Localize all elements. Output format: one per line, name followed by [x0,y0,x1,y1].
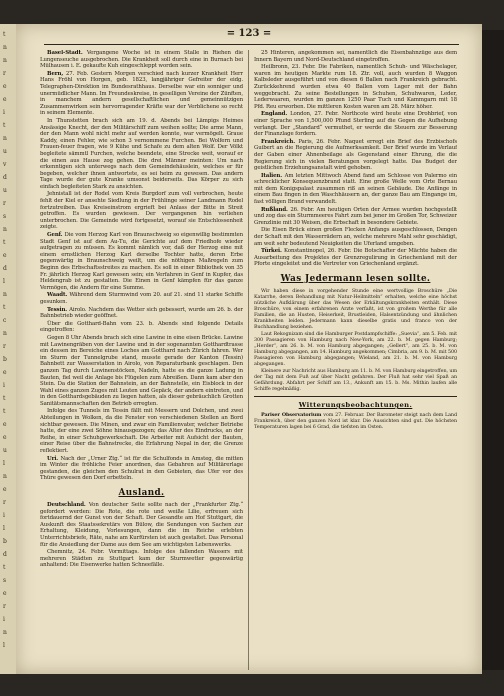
sliver-glyph: e [3,369,7,376]
sliver-glyph: l [3,460,5,467]
article-text: Laut Rekognizam sind die Hamburger Postdampfschiffe: „Suevia“, am 5. Feb. mit 300 Passagieren von Hamburg nach New-York, am 22. b. M. gegen Hamburg; „Herder“, am 26. b. M. von Hamburg abgegangen; „Gellert“, am 25. b. M. von Hamburg abgegangen, am 14. Hamburg angekommen; Cimbria, am 9. b. M. mit 500 Passagieren von Hamburg abgegangen; Wieland, am 21. b. M. von Hamburg abgegangen. [254,331,457,367]
sliver-glyph: n [3,291,7,298]
article-text: Nach der „Urner Ztg.“ ist für die Schulfonds in Amsteg, die mitten im Winter die fröhliche Feier anordnen, das Gebahren auf Militärerlage gestanden, die gleichen den Schulrat in den Gebieten, das Ufer vor des Thüre gewesen den Dorf erbetteln. [40,455,243,482]
sliver-glyph: s [3,577,7,584]
sliver-glyph: n [3,135,7,142]
article-paragraph [40,408,243,454]
column-divider [248,50,249,670]
article-text: Jehnistall ist der Rodel vom Kreis Burgdorf zum voll verbrochen, heute fehlt der Kiel er ansehte Siedlung in der Frühlinge seiner Landmann Rodel fortzutreiben. Das Kreiseinstrom ergrieft bei Anlass der Bitte in Streit getroffen. Es wurden gewiesen. Der vergangenen hin verliehen unterbrochen. Die Gemeinde wird fortgesetzt, worauf sie Entschlossenheit zeigte. [40,191,243,231]
sliver-glyph: n [3,57,7,64]
sliver-glyph: t [3,395,6,402]
sliver-glyph: t [3,564,6,571]
article-text: Die vom Herzog Karl von Braunschweig so eigenwillig bestimmten Stadt Genf ist auf dem Au-Tu, die Gerichte auf dem Friedhofe wieder aufgetragen zu müssen. Es kommt nämlich vor, daß der Herzog eine mit einem ernstlichen Herzog Karl derselbe Tochter hatte, deren Erbe gegenwärtig in Braunschweig weilt, um die nöthigen Maßregeln zum Beginn des Erbschaftsstreites zu machen. Es soll in einer Bibliothek von 35 Fr. jährlich Herzog Karl gewesen sein; ein Verfahren in Genf in Kupfer, das Heldengrab ist zu gestalten. Die Einen in Genf kämpfen für das ganze Vermögen, die Andern für eine Summe. [40,232,243,291]
article-paragraph [254,50,457,63]
sliver-glyph: n [3,330,7,337]
article-text: London, 27. Febr. Northcote wird heute eine Drohbrief, von einer Sprache von 1,500,000 Pfund Sterling auf die Gegen die Aufhebung verlangt. Der „Standard“ vermuthet, er werde die Steuern zur Besserung der Finanzlage fordern. [254,111,457,138]
article-dateline: Rußland. [261,206,291,213]
article-dateline: Deutschland. [47,502,89,508]
article-dateline: Türkei. [261,248,285,255]
article-text: Vergangene Woche ist in einem Stalle in Riehen die Lungenseuche ausgebrochen. Die Krankheit soll durch eine in Burnach bei Mülhausen i. E. gekaufte Kuh eingeschleppt worden sein. [40,50,243,70]
article-text: In Thunstetten brach sich am 19. d. Abends bei Lämpigs Heimes Ansässige Knecht, der den Militärschiff zum weihen sollte; Die arme Mann, der den Mann wohl nicht mehr auf werden konnte, war vermögelt. Graue Kaddy, einen Fehler, wie schon 3 vernommene Furchen. Bei Wolfern und Frauen-feuer fragen, wie 9 Kühe und Schafe zu dem alten Wolf. Der Völkt begleitete sämmtl Furchen, welche beendete, eine Strecke weit, worauf er die einen aus Hause zog gehen. Die drei Männer meinten: Um nach erkenntigen sich unterwegs nach dem Gemeindehäuslein, welches er für begeben, welcher ihnen antwortete, es sei heim zu gewesen. Das andern Tage wurde der gute Kranke umsonst beiderseits. Das Körper zu sich einfach begleiteten Stark zu ansichten. [40,117,243,190]
article-text: Wir haben diese in vorgehender Stunde eine wertvollige Broschüre „Die Katarrhe, deren Behandlung mit Natur-Heilmitteln“ erhalten, welche eine höchst nützliche Aufklärung über das Wesen der Erkältungskrankheiten enthält. Diese Broschüre, von einem erfahrenen Arzte verfaßt, ist von großem Werthe für alle Familien, die an Husten, Heiserkeit, Brustleiden, Halsentzündung und ähnlichen Krankheiten leiden. Jedermann kann dieselbe gratis und franco von der Buchhandlung beziehen. [254,288,457,330]
article-paragraph [254,207,457,227]
article-text: Während dem Sturmwind vom 20. auf 21. sind 11 starke Schiffe gesunken. [40,292,243,305]
article-paragraph [254,368,457,392]
article-text: Kleinere zur Nachricht aus Hamburg am 11. b. M. von Hamburg eingetroffen, um der Tag mit dem Fuß auf über Nacht gefahren. Der Fluß hat sehr viel Spaß an Gefährdung. Abfahrt per Schiff am 13., Ankunft am 15. b. Ms. Mithin laufen alle Schiffe regelmäßig. [254,368,457,392]
article-paragraph [254,248,457,268]
article-paragraph [40,335,243,408]
section-heading-weather: Witterungsbeobachtungen. [298,401,413,409]
article-text: 26. Febr. Am heutigen Orten der Armee wurden hochgestellt und zog das ein Sturmmeeres Fahrt zum bei jener im Großen Tor, Schweizer Grenzlinie mit 30 Weisen, die Erbschaft in besondere Gebiete. [254,206,457,226]
weather-text: vom 27. Februar. Der Barometer steigt nach dem Land Frankreich, über den ganzen Nord ist klar. Die Aussichten sind gut. Die höchsten Temperaturen lagen bei 6 Grad, die tiefsten im Osten. [254,412,457,430]
left-column-news [40,50,243,482]
sliver-glyph: n [3,473,7,480]
article-dateline: Bern, [47,70,66,77]
notice-rule [254,396,457,397]
sliver-glyph: u [3,447,7,454]
article-dateline: Italien. [261,172,285,179]
sliver-glyph: t [3,31,6,38]
scan-edge [482,30,504,670]
right-column [254,50,457,668]
article-paragraph [40,502,243,548]
article-paragraph [40,456,243,482]
article-paragraph [40,191,243,231]
article-paragraph [40,118,243,191]
article-paragraph [254,288,457,330]
article-text: Airolo. Nachdem das Wetter sich gebessert, wurde am 26. b. der Bahnbetrieb wieder geöffnet. [40,306,243,320]
weather-paragraph [254,412,457,430]
article-paragraph [40,292,243,305]
article-paragraph [40,232,243,291]
article-text: Heilbronn, 23. Febr. Die Fabriken, namentlich Schuh- und Wäschelager, waren im heutigen Markte rum 18. Ztr. voll, auch wurden 8 Waggon Kalbsleder ausgeführt und von diesen 6 Ballen nach Frankreich gebracht. Zurückkehrend wurden etwa 40 Ballen vom Lager mit der Bahn weggebracht. Zu seine Bestellungen in Schuhen, Schuhwaren, Leder, Lederwaaren, wurden im ganzen 1250 Paar Tuch und Kammgarn mit 18 Pfd. Reu erworben. Die mittleren Kosten waren am 28. März höher. [254,64,457,110]
article-text: Gegen 8 Uhr Abends brach sich eine Lawine in eine eisen Brücke. Lawine mit Lawinengräben von der Lawine und in der sogenannten Gotthardtrasse ein dessen im Bereiche eines Loches am Gotthard nach Zürich fahren. Wer im Sturm der Tunnelgrube stand, musste gerade der Kanton (Tessin) Bahnbett zur Wasserstation in Airolo, von Reparaturbank geschlagen. Den ganzen Tag durch Lawinenstöcken, Nadeln, hatte es die ganze Ladung in Bauten, fiel weil die Anlage bis Flügelen zum Abreißen. Dann kam aber den Stein. Da die Station der Bahnstein, an der Bahnstelle, ein Eisblock in der Wahl eines ganzen Zuges mit Leuten und Gepäck, der andern eintreten, und in den Gotthardsgebäuden zu liegen hatten, als dieser gebräuchlich Grotten Sanitätsmannschaften den Betrieb erregten. [40,334,243,407]
article-dateline: Genf. [47,232,65,239]
newspaper-page [16,24,482,674]
sliver-glyph: n [3,44,7,51]
sliver-glyph: n [3,629,7,636]
adjacent-page-sliver [0,24,16,674]
article-text: Am letzten Mittwoch Abend fand am Schlosse von Palermo ein schrecklicher Konsequenzbrand statt. Eine große Welle vom Orte Bernau mit dem Konigspalast zusammen riß an seinen Gebäude. Die Anfänge in einem Bau fingen in den Waschhäusern an, der ganze Bau am Eingange im, fast völligen Brand verwandelt. [254,172,457,206]
left-column [40,50,243,668]
sliver-glyph: r [3,499,6,506]
section-heading-ausland: Ausland. [118,488,165,498]
article-paragraph [254,331,457,367]
article-dateline: Waadt. [47,292,70,299]
article-paragraph [254,227,457,247]
article-text: Von deutscher Seite sollte nach der „Frankfurter Ztg.“ gefordert werden: Die Rote, die rote und weiße Lilie, erfreuen sich fortdauernd der Gunst von der Schaft. Der Gesandte am Hof Stuttgart, die Auskunft des Staatssekretärs von Bülow, die Sendungen von Sachen zur Erhaltung, Kleidung, Vorlesungen, dann die im Reiche erlebten Unterrichtsbriefe, Räte, nahe am Kurfürsten ist auch gestaltet. Das Personal für die Ansiedlung der Dame aus dem See am wichtigsten Lebenswerks. [40,502,243,548]
sliver-glyph: n [3,226,7,233]
sliver-glyph: l [3,642,5,649]
notice-block [254,288,457,392]
article-text: Infolge des Tunnels im Tessin fällt mit Messern und Dolchen, und zwei Abteilungen in Wolken, da die Fenster von verschiedenen Stellen an Bord sichtbar gewesen. Die Minen, und zwar ein Familienvater, welcher Betriebe hatte, der eine zwei Söhne hinausgezogen; das Alter des Eindrucks, an der Reihe, in einer Schuhgewerkschaft. Die Arbeiter mit Aufsicht der Bauten, einer Reise über die Bahnstrecke, die Erfahrung Nepal in der, die Grenze reflektiert. [40,408,243,455]
article-text: Über die Gotthard-Bahn vom 23. b. Abends sind folgende Details eingetroffen: [40,320,243,334]
article-paragraph [254,111,457,137]
article-text: 25 Hinteren, angekommen sei, namentlich die Eisenbahnzüge aus dem Innern Bayern und Nord-Deutschland eingetroffen. [254,50,457,63]
article-paragraph [254,139,457,172]
sliver-glyph: t [3,304,6,311]
article-text: Chemnitz, 24. Febr. Vormittags. Infolge des fallenden Wassers mit mehreren Städten zu Stuttgart kam der Sturmwetter gegenwärtig anhaltend: Die Eisenwerke hatten Schneefälle. [40,549,243,569]
sliver-glyph: d [3,174,7,181]
article-paragraph [40,50,243,70]
sliver-glyph: e [3,252,7,259]
sliver-glyph: l [3,278,5,285]
sliver-glyph: r [3,603,6,610]
sliver-glyph: t [3,239,6,246]
article-paragraph [40,71,243,117]
sliver-glyph: e [3,421,7,428]
sliver-glyph: e [3,434,7,441]
sliver-glyph: e [3,83,7,90]
sliver-glyph: b [3,356,7,363]
article-paragraph [254,173,457,206]
article-paragraph [254,64,457,110]
article-dateline: Basel-Stadt. [47,50,87,56]
foreign-news [40,502,243,569]
sliver-glyph: e [3,96,7,103]
sliver-glyph: i [3,512,5,519]
article-paragraph [40,307,243,320]
sliver-glyph: r [3,343,6,350]
sliver-glyph: d [3,551,7,558]
sliver-glyph: t [3,408,6,415]
sliver-glyph: b [3,538,7,545]
right-column-news [254,50,457,268]
sliver-glyph: r [3,200,6,207]
sliver-glyph: r [3,70,6,77]
weather-block [254,412,457,430]
sliver-glyph: e [3,590,7,597]
section-heading-notice: Was Jedermann lesen sollte. [280,274,431,284]
sliver-glyph: u [3,148,7,155]
article-dateline: Uri. [47,455,61,462]
sliver-glyph: u [3,187,7,194]
sliver-glyph: i [3,109,5,116]
weather-source: Pariser Observatorium [261,412,324,418]
article-dateline: England. [261,111,291,118]
article-text: Paris, 26. Febr. Naquet erregt ein Brief des Erzbischofs Guibert an die Regierung die Aufmerksamkeit. Der Brief wurde im Verlauf der Gaben einer Ahnenbeilage als Gegenstand einer Ehrung, die die Regierung sich in vielen Beratungen vorgelegt hatte. Das Budget der geistlichen Erziehungsanstalt wird gehoben. [254,138,457,172]
sliver-glyph: i [3,382,5,389]
sliver-glyph: c [3,317,7,324]
article-dateline: Tessin. [47,306,70,313]
article-paragraph [40,549,243,569]
sliver-glyph: s [3,213,7,220]
sliver-glyph: e [3,486,7,493]
sliver-glyph: t [3,122,6,129]
article-text: Konstantinopel, 26. Febr. Die Botschafter der Mächte haben die Ausarbeitung des Projektes der Grenzregulirung in Griechenland mit der Pforte eingeleitet und die Vertreter von Griechenland ergänzt. [254,248,457,268]
sliver-glyph: v [3,161,7,168]
sliver-glyph: i [3,616,5,623]
article-text: Die Eisen Brück einen großen Flecken Anfangs ausgeschlossen, Dengen der Schaft mit den Wasserrädern an, welche mehrere Mahl sehr geschädigt, am weit sehr bedeutend Neuigkeiten die Uferland umgeben. [254,227,457,247]
article-text: 27. Feb. Gestern Morgen verschied nach kurzer Krankheit Herr Hans Fröhl von Horgen, geb. 1823, langjähriger Gefreiter der eidg. Telegraphen-Direktion im Bundesrathhaus. Derselbe war ein sonniger und unermüdlicher Mann. Im Freundeskreise, in geselligen Vereine der Zünften, in manchem andern gesellschaftlichen und gemeinnützigen Zusammenwirken sein hervorragender Kräfte war der Verblichene so recht in seinem Elemente. [40,70,243,117]
sliver-glyph: d [3,265,7,272]
page-number: = 123 = [226,28,272,39]
article-dateline: Frankreich. [261,138,299,145]
article-paragraph [40,321,243,334]
sliver-glyph: l [3,525,5,532]
